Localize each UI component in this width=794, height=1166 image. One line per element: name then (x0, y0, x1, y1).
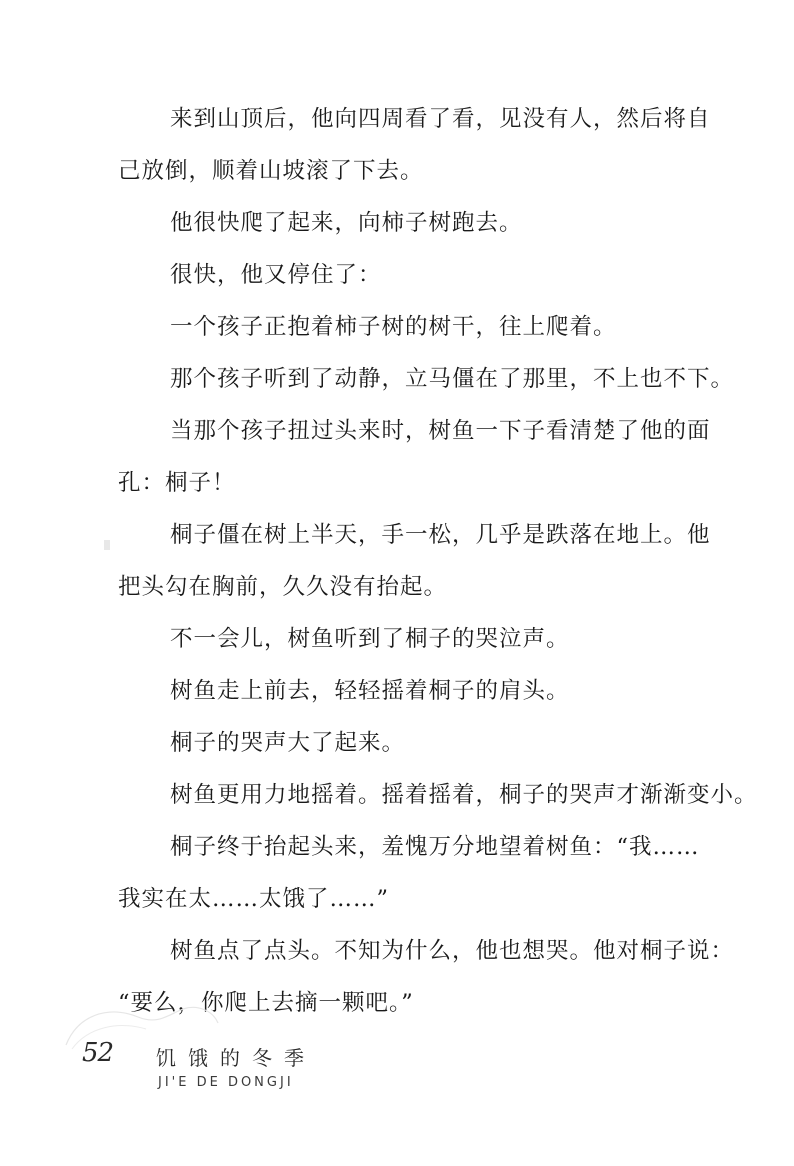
paragraph-line: 当那个孩子扭过头来时，树鱼一下子看清楚了他的面 (170, 418, 711, 444)
book-title-pinyin: JI'E DE DONGJI (158, 1075, 294, 1090)
paragraph-line: 他很快爬了起来，向柿子树跑去。 (170, 210, 523, 236)
paragraph-line: “要么，你爬上去摘一颗吧。” (118, 990, 414, 1016)
paragraph-line: 桐子终于抬起头来，羞愧万分地望着树鱼：“我…… (170, 834, 700, 860)
paragraph-line: 孔：桐子！ (118, 470, 236, 496)
page-footer (58, 1025, 378, 1105)
scan-speck (104, 540, 110, 550)
paragraph-line: 来到山顶后，他向四周看了看，见没有人，然后将自 (170, 106, 711, 132)
paragraph-line: 很快，他又停住了： (170, 262, 382, 288)
paragraph-line: 树鱼走上前去，轻轻摇着桐子的肩头。 (170, 678, 570, 704)
paragraph-line: 己放倒，顺着山坡滚了下去。 (118, 158, 424, 184)
paragraph-line: 一个孩子正抱着柿子树的树干，往上爬着。 (170, 314, 617, 340)
page-number: 52 (82, 1038, 114, 1068)
paragraph-line: 把头勾在胸前，久久没有抬起。 (118, 574, 448, 600)
book-title: 饥饿的冬季 (156, 1046, 316, 1070)
paragraph-line: 树鱼点了点头。不知为什么，他也想哭。他对桐子说： (170, 938, 735, 964)
paragraph-line: 我实在太……太饿了……” (118, 886, 390, 912)
paragraph-line: 树鱼更用力地摇着。摇着摇着，桐子的哭声才渐渐变小。 (170, 782, 758, 808)
paragraph-line: 不一会儿，树鱼听到了桐子的哭泣声。 (170, 626, 570, 652)
paragraph-line: 桐子的哭声大了起来。 (170, 730, 406, 756)
paragraph-line: 那个孩子听到了动静，立马僵在了那里，不上也不下。 (170, 366, 735, 392)
paragraph-line: 桐子僵在树上半天，手一松，几乎是跌落在地上。他 (170, 522, 711, 548)
